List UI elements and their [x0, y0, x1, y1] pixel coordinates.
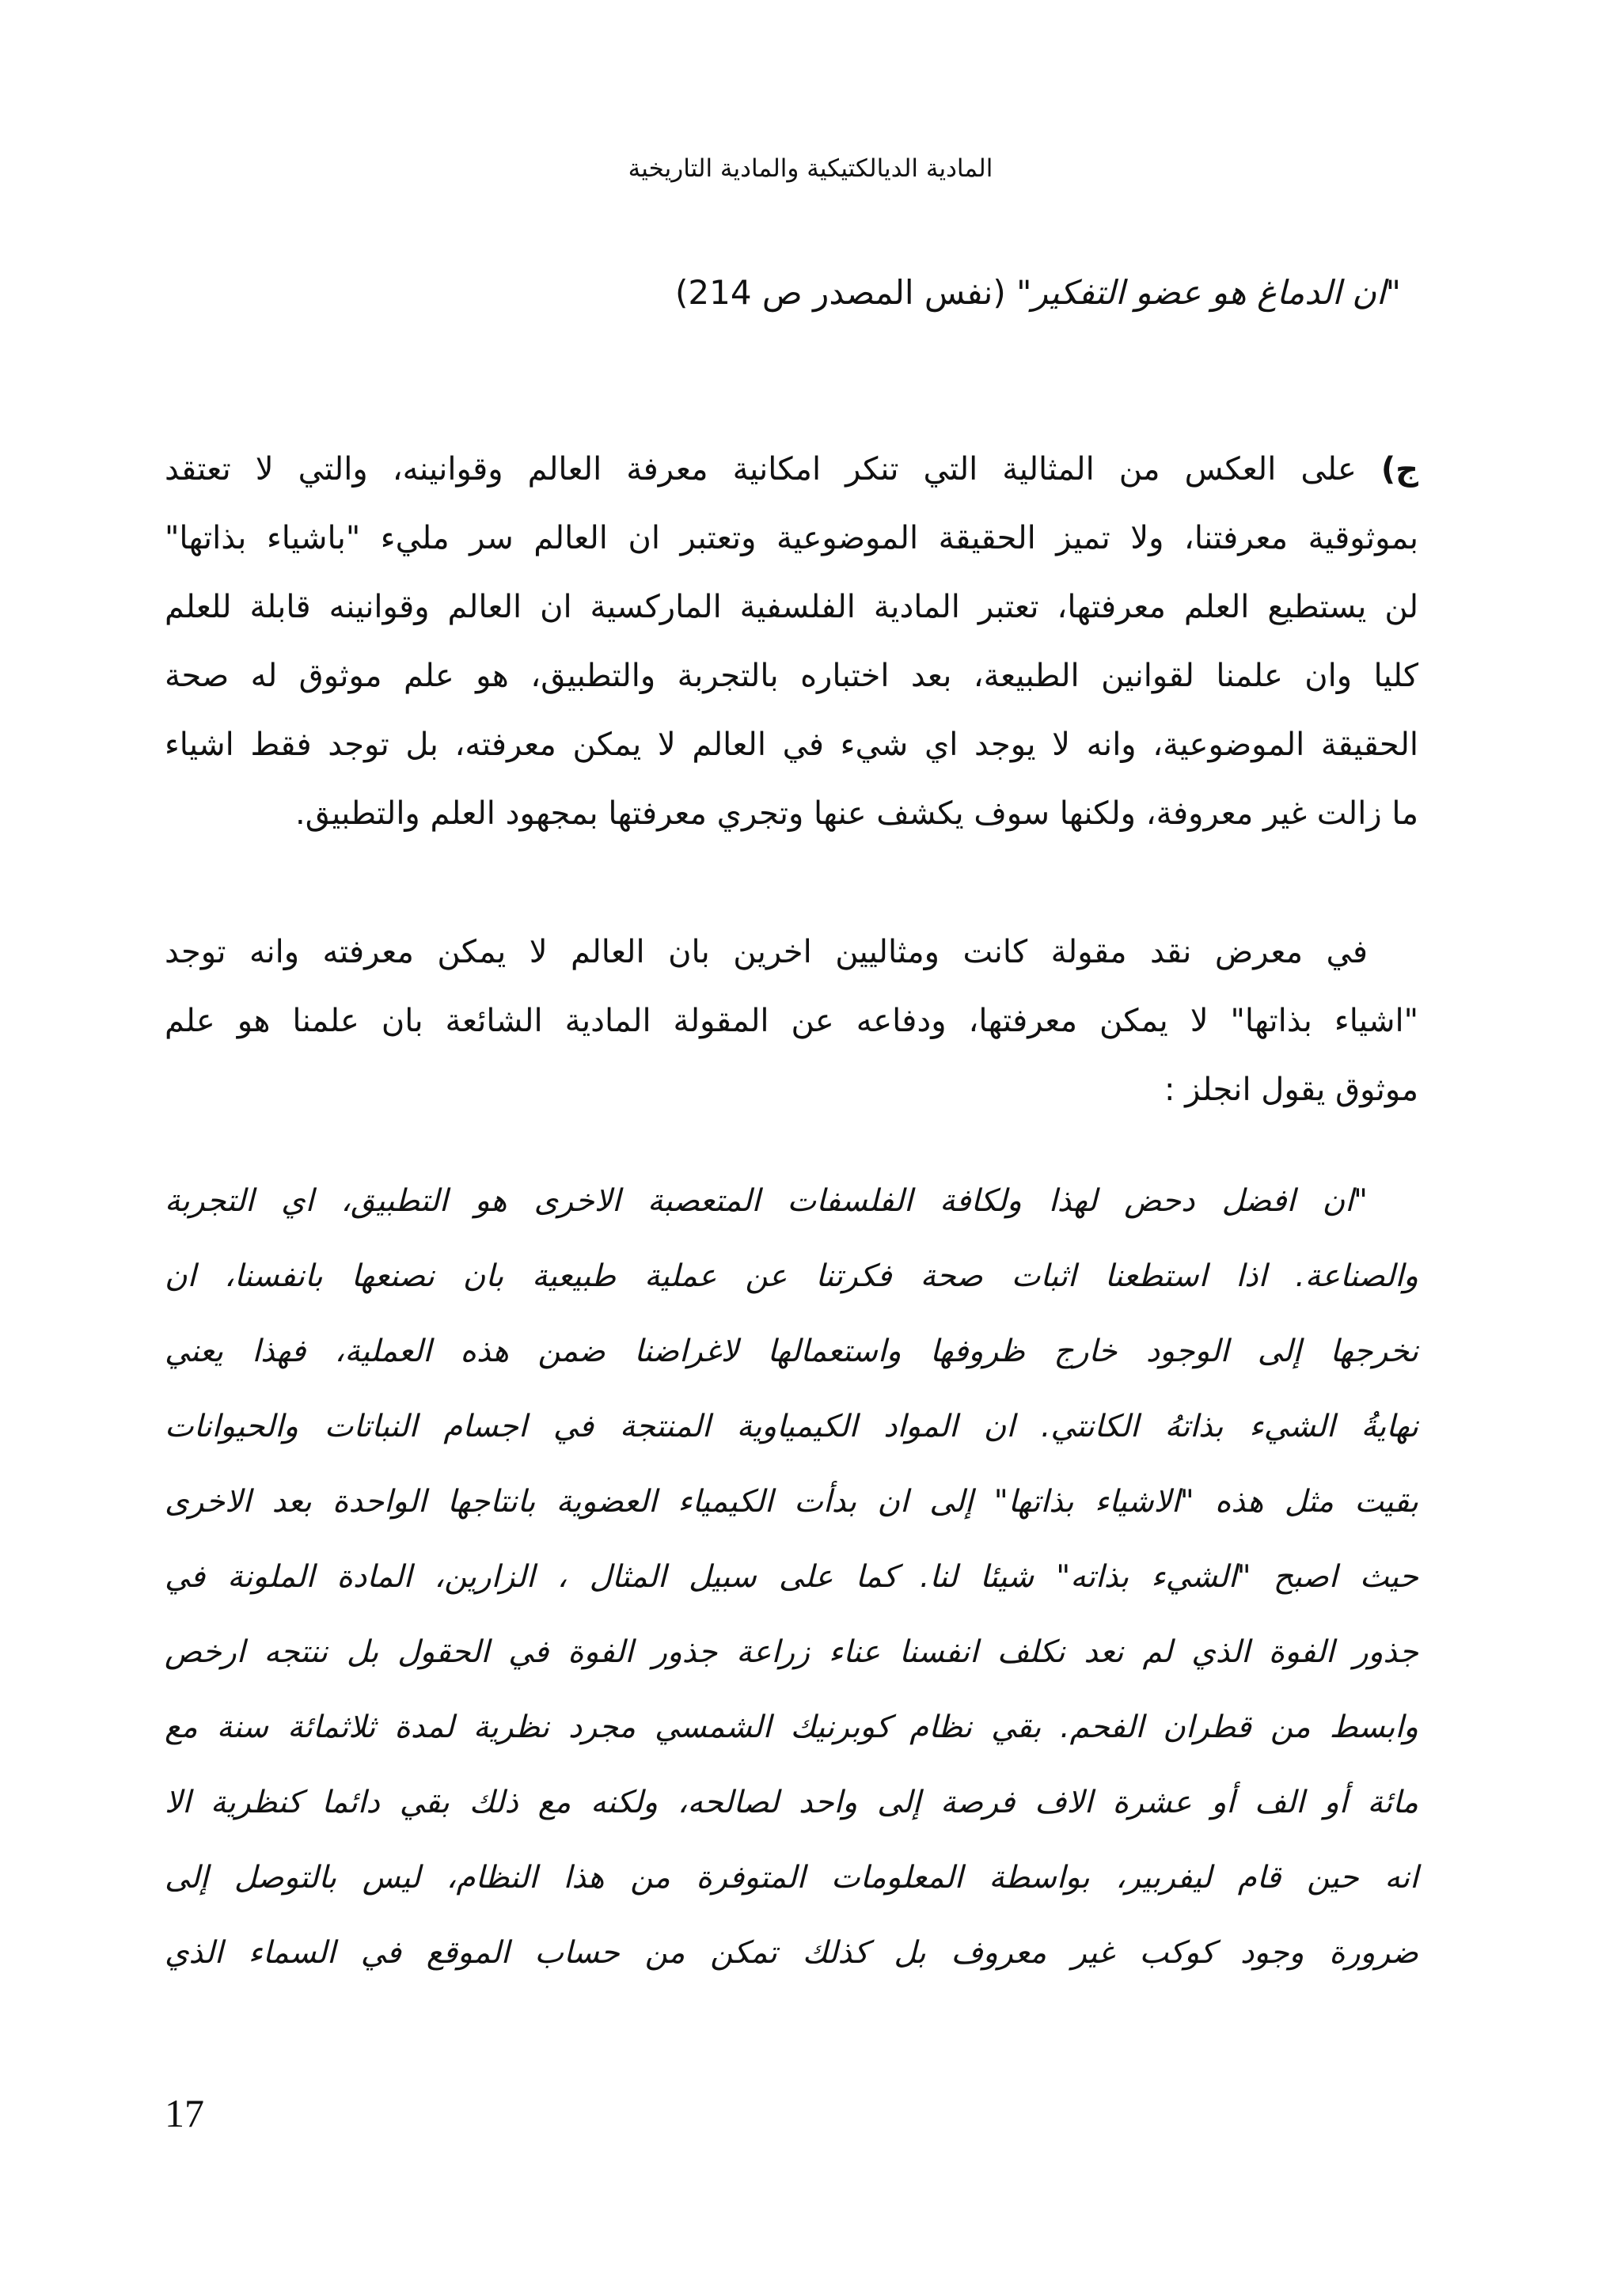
quote-text: "ان الدماغ هو عضو التفكير"	[1016, 273, 1401, 312]
quotation-line: مائة أو الف أو عشرة الاف فرصة إلى واحد لصالحه، ولكنه مع ذلك بقي دائما كنظرية الا	[165, 1785, 1418, 1820]
paragraph-line: موثوق يقول انجلز :	[1164, 1072, 1418, 1108]
paragraph-line: بموثوقية معرفتنا، ولا تميز الحقيقة الموضوعية وتعتبر ان العالم سر مليء "باشياء بذاتها"	[165, 520, 1418, 556]
paragraph-line	[165, 435, 1418, 504]
quotation-line: انه حين قام ليفربير، بواسطة المعلومات المتوفرة من هذا النظام، ليس بالتوصل إلى	[165, 1860, 1418, 1896]
quotation-line: جذور الفوة الذي لم نعد نكلف انفسنا عناء زراعة جذور الفوة في الحقول بل ننتجه ارخص	[165, 1634, 1418, 1670]
paragraph-line: كليا وان علمنا لقوانين الطبيعة، بعد اختباره بالتجربة والتطبيق، هو علم موثوق له صحة	[165, 658, 1418, 694]
quotation-line: وابسط من قطران الفحم. بقي نظام كوبرنيك الشمسي مجرد نظرية لمدة ثلاثمائة سنة مع	[165, 1710, 1418, 1745]
quotation-line: والصناعة. اذا استطعنا اثبات صحة فكرتنا عن عملية طبيعية بان نصنعها بانفسنا، ان	[165, 1258, 1418, 1294]
quotation-line: بقيت مثل هذه "الاشياء بذاتها" إلى ان بدأت الكيمياء العضوية بانتاجها الواحدة بعد الاخرى	[165, 1484, 1418, 1520]
page-number: 17	[165, 2091, 204, 2135]
quotation-line: نهايةُ الشيء بذاتهُ الكانتي. ان المواد الكيمياوية المنتجة في اجسام النباتات والحيوانات	[165, 1409, 1418, 1444]
quotation-line: حيث اصبح "الشيء بذاته" شيئا لنا. كما على سبيل المثال ، الزارين، المادة الملونة في	[165, 1559, 1418, 1595]
paragraph-line-text: على العكس من المثالية التي تنكر امكانية معرفة العالم وقوانينه، والتي لا تعتقد	[165, 451, 1357, 488]
quotation-line: نخرجها إلى الوجود خارج ظروفها واستعمالها لاغراضنا ضمن هذه العملية، فهذا يعني	[165, 1334, 1419, 1369]
quotation-line: ضرورة وجود كوكب غير معروف بل كذلك تمكن من حساب الموقع في السماء الذي	[165, 1935, 1418, 1971]
brain-quote	[675, 261, 1401, 324]
engels-quotation	[165, 1163, 1418, 1990]
paragraph-line: "اشياء بذاتها" لا يمكن معرفتها، ودفاعه عن المقولة المادية الشائعة بان علمنا هو علم	[165, 1003, 1418, 1039]
paragraph-marker: ج)	[1380, 451, 1418, 488]
quotation-line: "ان افضل دحض لهذا ولكافة الفلسفات المتعصبة الاخرى هو التطبيق، اي التجربة	[165, 1183, 1368, 1219]
quote-citation: (نفس المصدر ص 214)	[675, 273, 1006, 312]
paragraph-line: ما زالت غير معروفة، ولكنها سوف يكشف عنها وتجري معرفتها بمجهود العلم والتطبيق.	[295, 795, 1418, 832]
paragraph-line: في معرض نقد مقولة كانت ومثاليين اخرين بان العالم لا يمكن معرفته وانه توجد	[165, 934, 1368, 970]
paragraph-line: الحقيقة الموضوعية، وانه لا يوجد اي شيء في العالم لا يمكن معرفته، بل توجد فقط اشياء	[165, 727, 1418, 763]
paragraph-c	[165, 435, 1418, 848]
paragraph-engels-intro	[165, 918, 1418, 1125]
paragraph-line: لن يستطيع العلم معرفتها، تعتبر المادية الفلسفية الماركسية ان العالم وقوانينه قابلة للعلم	[165, 589, 1418, 625]
running-header: المادية الديالكتيكية والمادية التاريخية	[628, 154, 993, 183]
